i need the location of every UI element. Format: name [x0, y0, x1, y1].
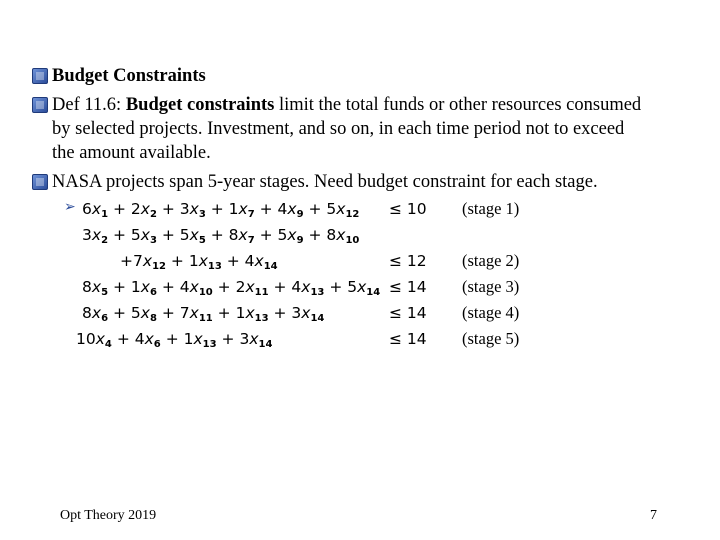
term-subscript: 2 — [101, 235, 109, 246]
term-coefficient: 4 — [277, 200, 288, 218]
arrow-bullet-icon: ➢ — [64, 199, 76, 215]
term-coefficient: 5 — [277, 226, 288, 244]
term-coefficient: 5 — [179, 226, 190, 244]
term-coefficient: 4 — [179, 278, 190, 296]
term-variable: x — [95, 330, 105, 348]
term-variable: x — [91, 200, 102, 218]
term-coefficient: 1 — [235, 304, 246, 322]
term-subscript: 12 — [345, 209, 360, 220]
term-variable: x — [336, 226, 346, 244]
term-coefficient: 8 — [228, 226, 239, 244]
term-variable: x — [238, 200, 248, 218]
constraint-5-lhs: $10x_4 + 4x_6 + 1x_{13} + 3x_{14}$ — [76, 330, 273, 350]
term-subscript: 3 — [198, 209, 206, 220]
term-variable: x — [189, 278, 199, 296]
constraint-4-lhs: $8x_6 + 5x_8 + 7x_{11} + 1x_{13} + 3x_{14}$ — [82, 304, 325, 324]
term-coefficient: 8 — [82, 304, 92, 322]
term-variable: x — [254, 252, 264, 270]
term-coefficient: 5 — [326, 200, 337, 218]
term-subscript: 13 — [254, 313, 269, 324]
constraint-5-relation: ≤ 14 — [389, 330, 427, 348]
term-variable: x — [198, 252, 208, 270]
term-coefficient: 3 — [239, 330, 250, 348]
term-subscript: 9 — [296, 209, 304, 220]
term-variable: x — [245, 304, 255, 322]
term-variable: x — [140, 278, 150, 296]
term-variable: x — [189, 200, 199, 218]
term-coefficient: 6 — [82, 200, 92, 218]
definition-line-2: by selected projects. Investment, and so on, in each time period not to exceed — [52, 119, 625, 139]
bullet-icon — [32, 97, 48, 113]
term-variable: x — [193, 330, 203, 348]
term-coefficient: 2 — [130, 200, 141, 218]
term-subscript: 14 — [263, 261, 278, 272]
term-variable: x — [301, 278, 311, 296]
term-variable: x — [140, 304, 150, 322]
definition-prefix: Def 11.6: — [52, 95, 126, 115]
term-variable: x — [189, 226, 199, 244]
definition-line-3: the amount available. — [52, 143, 211, 163]
term-coefficient: 7 — [179, 304, 190, 322]
term-coefficient: 10 — [76, 330, 96, 348]
term-subscript: 6 — [101, 313, 109, 324]
term-subscript: 14 — [310, 313, 325, 324]
term-subscript: 7 — [247, 209, 255, 220]
term-coefficient: 3 — [291, 304, 302, 322]
term-variable: x — [249, 330, 259, 348]
term-variable: x — [142, 252, 153, 270]
constraint-3-stage: (stage 3) — [462, 277, 520, 296]
constraint-1-lhs: $6x_1 + 2x_2 + 3x_3 + 1x_7 + 4x_9 + 5x_{12}$ — [82, 200, 360, 220]
term-variable: x — [144, 330, 154, 348]
footer-course: Opt Theory 2019 — [60, 508, 157, 523]
constraint-2-stage: (stage 2) — [462, 251, 520, 270]
bullet-icon — [32, 68, 48, 84]
term-coefficient: 3 — [179, 200, 190, 218]
term-variable: x — [91, 226, 102, 244]
constraint-3-lhs: $8x_5 + 1x_6 + 4x_{10} + 2x_{11} + 4x_{13} + 5x_{14}$ — [82, 278, 381, 298]
term-coefficient: 4 — [291, 278, 302, 296]
term-subscript: 12 — [152, 261, 166, 272]
term-coefficient: 1 — [188, 252, 199, 270]
definition-line-1 — [52, 93, 641, 117]
term-coefficient: 4 — [244, 252, 255, 270]
term-variable: x — [189, 304, 199, 322]
term-variable: x — [238, 226, 248, 244]
term-variable: x — [357, 278, 367, 296]
term-coefficient: 2 — [235, 278, 246, 296]
term-coefficient: 3 — [82, 226, 92, 244]
term-subscript: 5 — [198, 235, 206, 246]
constraint-4-relation: ≤ 14 — [389, 304, 427, 322]
term-coefficient: 1 — [228, 200, 239, 218]
term-subscript: 6 — [149, 287, 157, 298]
bullet-icon — [32, 174, 48, 190]
term-coefficient: 1 — [130, 278, 141, 296]
term-coefficient: 8 — [326, 226, 337, 244]
term-subscript: 14 — [258, 339, 273, 350]
term-variable: x — [336, 200, 346, 218]
slide-title: Budget Constraints — [52, 66, 206, 86]
term-variable: x — [287, 200, 297, 218]
term-coefficient: 8 — [82, 278, 92, 296]
term-subscript: 13 — [310, 287, 325, 298]
constraint-1-relation: ≤ 10 — [389, 200, 427, 218]
term-subscript: 6 — [153, 339, 161, 350]
constraint-2-lhs: $3x_2 + 5x_3 + 5x_5 + 8x_7 + 5x_9 + 8x_{10}$ — [82, 226, 360, 246]
term-coefficient: 1 — [183, 330, 194, 348]
term-subscript: 7 — [247, 235, 255, 246]
term-coefficient: 5 — [130, 304, 141, 322]
term-variable: x — [140, 226, 150, 244]
term-subscript: 10 — [198, 287, 213, 298]
page-number: 7 — [650, 508, 657, 523]
term-subscript: 14 — [366, 287, 381, 298]
term-variable: x — [140, 200, 150, 218]
constraint-1-stage: (stage 1) — [462, 199, 520, 218]
constraint-2-relation: ≤ 12 — [389, 252, 427, 270]
constraint-5-stage: (stage 5) — [462, 329, 520, 348]
term-subscript: 13 — [207, 261, 222, 272]
definition-term: Budget constraints — [125, 95, 275, 115]
term-subscript: 11 — [198, 313, 213, 324]
term-coefficient: 5 — [347, 278, 358, 296]
term-variable: x — [301, 304, 311, 322]
term-subscript: 13 — [202, 339, 217, 350]
term-subscript: 11 — [254, 287, 269, 298]
term-coefficient: 7 — [133, 252, 143, 270]
nasa-line: NASA projects span 5-year stages. Need budget constraint for each stage. — [52, 172, 598, 192]
constraint-3-relation: ≤ 14 — [389, 278, 427, 296]
term-subscript: 2 — [149, 209, 157, 220]
definition-rest: limit the total funds or other resources consumed — [274, 95, 642, 115]
term-subscript: 9 — [296, 235, 304, 246]
term-subscript: 4 — [104, 339, 112, 350]
term-variable: x — [91, 278, 102, 296]
term-variable: x — [91, 304, 102, 322]
term-subscript: 3 — [149, 235, 157, 246]
term-coefficient: 5 — [130, 226, 141, 244]
constraint-2-continuation: $+7x_{12} + 1x_{13} + 4x_{14}$ — [120, 252, 278, 272]
constraint-4-stage: (stage 4) — [462, 303, 520, 322]
term-subscript: 1 — [101, 209, 109, 220]
term-subscript: 8 — [149, 313, 157, 324]
term-variable: x — [287, 226, 297, 244]
term-coefficient: 4 — [134, 330, 145, 348]
term-subscript: 5 — [101, 287, 109, 298]
term-variable: x — [245, 278, 255, 296]
term-subscript: 10 — [345, 235, 360, 246]
